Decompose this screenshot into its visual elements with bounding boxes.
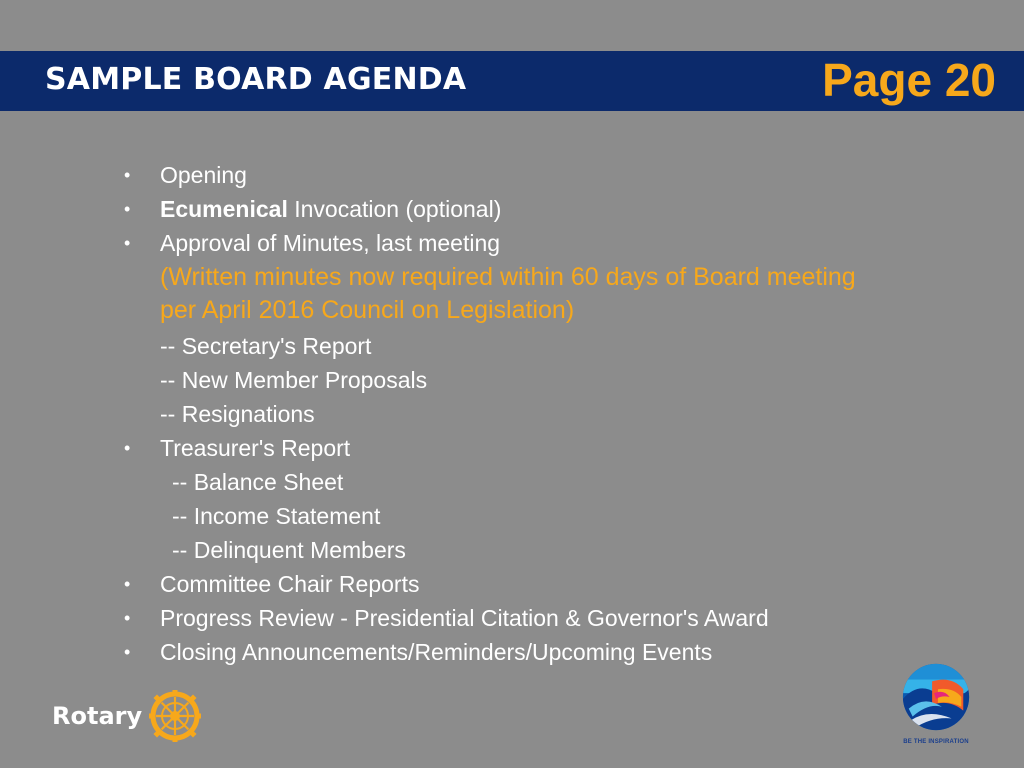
bullet-icon: • [124,199,131,219]
bullet-icon: • [124,438,131,458]
agenda-item-closing [120,635,880,669]
agenda-list [120,158,880,669]
agenda-item-progress [120,601,880,635]
agenda-item-label: Opening [160,162,247,188]
agenda-subitem-resignations: -- Resignations [160,401,315,427]
agenda-item-label: Invocation (optional) [287,196,502,222]
theme-logo [898,660,974,744]
theme-caption: BE THE INSPIRATION [903,739,969,745]
agenda-item-label: Closing Announcements/Reminders/Upcoming Events [160,639,713,665]
rotary-logo [52,688,202,744]
agenda-subitem-balance: -- Balance Sheet [172,469,344,495]
bullet-icon: • [124,642,131,662]
bullet-icon: • [124,165,131,185]
page-number: Page 20 [822,54,996,106]
agenda-item-label: Committee Chair Reports [160,571,420,597]
agenda-subitem-new-member: -- New Member Proposals [160,367,428,393]
agenda-item-bold-label: Ecumenical [160,196,288,222]
bullet-icon: • [124,233,131,253]
agenda-item-label: Progress Review - Presidential Citation & Governor's Award [160,605,769,631]
rotary-wheel-icon [148,689,202,743]
slide-title: SAMPLE BOARD AGENDA [45,62,467,97]
agenda-item-treasurer [120,431,880,465]
bullet-icon: • [124,608,131,628]
be-the-inspiration-logo-icon [898,660,974,734]
agenda-item-committee [120,567,880,601]
agenda-subitem-income: -- Income Statement [172,503,381,529]
agenda-item-opening [120,158,880,192]
agenda-subitem-delinquent: -- Delinquent Members [172,537,406,563]
agenda-item-label: Approval of Minutes, last meeting [160,230,501,256]
agenda-subitem-secretary: -- Secretary's Report [160,333,372,359]
agenda-item-label: Treasurer's Report [160,435,351,461]
minutes-note: (Written minutes now required within 60 days of Board meeting per April 2016 Council on Legislation) [160,263,856,324]
agenda-item-invocation [120,192,880,226]
agenda-item-minutes [120,226,880,327]
bullet-icon: • [124,574,131,594]
rotary-logo-text: Rotary [52,702,143,730]
